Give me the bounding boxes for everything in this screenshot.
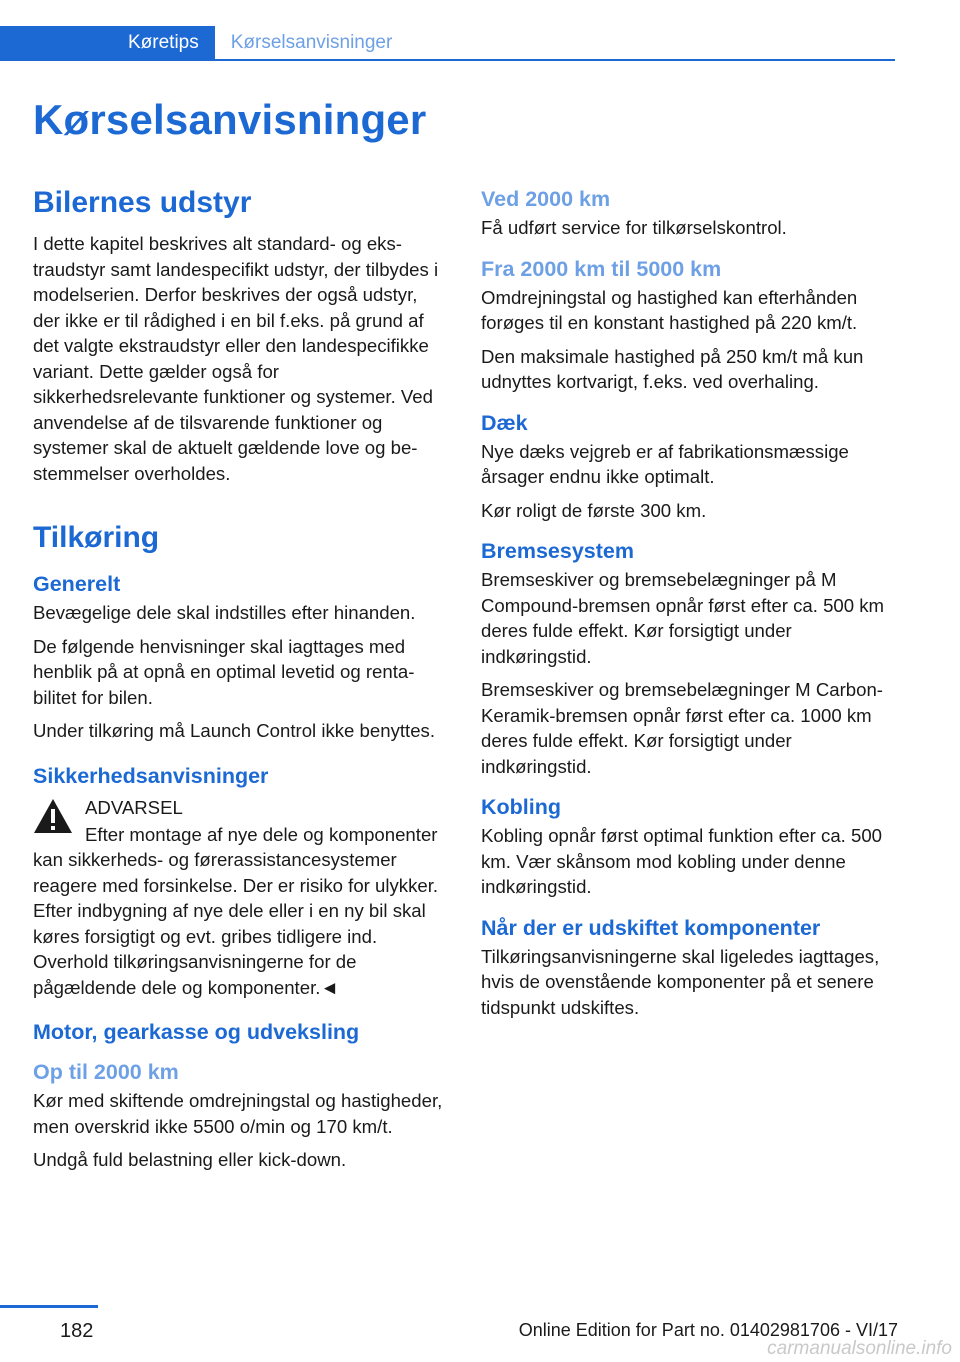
general-p1: Bevægelige dele skal indstilles efter hinanden.: [33, 602, 416, 623]
brakes-p1: Bremseskiver og bremsebelægninger på M Compound-bremsen opnår først efter ca. 500 km deres fulde effekt. Kør forsigtigt under indkøringstid.: [481, 569, 885, 667]
tab-koeretips[interactable]: Køretips: [0, 26, 215, 60]
engine-p2: Undgå fuld belastning eller kick-down.: [33, 1149, 347, 1170]
tyres-heading: Dæk: [481, 410, 528, 435]
warning-text: Efter montage af nye dele og komponenter kan sikkerheds- og førerassistancesystemer reagere med forsinkelse. Der er risiko for ulykker. Efter indbygning af nye dele eller i en ny bil skal køres forsigtigt og evt. gribes tidligere ind. Overhold tilkøringsanvisningerne for de pågældende dele og komponenter.◄: [33, 823, 439, 998]
watermark: carmanualsonline.info: [767, 1338, 952, 1359]
footer-rule: [0, 1305, 98, 1308]
safety-heading: Sikkerhedsanvisninger: [33, 763, 269, 788]
brakes-heading: Bremsesystem: [481, 539, 634, 563]
general-p2: De følgende henvisninger skal iagttages med henblik på at opnå en optimal levetid og rentabilitet for bilen.: [33, 635, 415, 708]
engine-heading: Motor, gearkasse og udveksling: [33, 1020, 360, 1044]
replaced-heading: Når der er udskiftet komponenter: [481, 915, 821, 940]
clutch-heading: Kobling: [481, 795, 562, 819]
upto2000-heading: Op til 2000 km: [33, 1060, 179, 1084]
warning-triangle-icon: [33, 798, 73, 834]
equipment-text: I dette kapitel beskrives alt standard- og ekstraudstyr samt landespecifikt udstyr, der tilbydes i modelserien. Derfor beskrives der også udstyr, der ikke er til rådighed i en bil f.eks. på grund af det valgte ekstraudstyr eller den landespecifikke variant. Dette gælder også for sikkerhedsrelevante funktioner og systemer. Ved anvendelse af de tilsvarende funktioner og systemer skal de aktuelt gældende love og bestemmelser overholdes.: [33, 233, 439, 484]
left-column: [33, 185, 449, 1181]
right-column: [481, 185, 895, 1028]
at2000-heading: Ved 2000 km: [481, 187, 611, 211]
warning-title: ADVARSEL: [85, 796, 183, 818]
tab-koerselsanvisninger[interactable]: Kørselsanvisninger: [230, 32, 393, 53]
header-tabs: [0, 26, 408, 60]
general-p3: Under tilkøring må Launch Control ikke benyttes.: [33, 720, 436, 741]
from2000-p1: Omdrejningstal og hastighed kan efterhånden forøges til en konstant hastighed på 220 km/t.: [481, 286, 858, 333]
breakin-heading: Tilkøring: [33, 521, 160, 554]
replaced-text: Tilkøringsanvisningerne skal ligeledes iagttages, hvis de ovenstående komponenter på et senere tidspunkt udskiftes.: [481, 945, 880, 1018]
header-rule: [0, 59, 895, 61]
from2000-heading: Fra 2000 km til 5000 km: [481, 256, 722, 281]
page-number: 182: [60, 1320, 94, 1342]
general-heading: Generelt: [33, 572, 121, 596]
at2000-text: Få udført service for tilkørselskontrol.: [481, 217, 787, 238]
clutch-text: Kobling opnår først optimal funktion efter ca. 500 km. Vær skånsom mod kobling under denne indkøringstid.: [481, 825, 883, 897]
page-title: Kørselsanvisninger: [33, 96, 427, 143]
from2000-p2: Den maksimale hastighed på 250 km/t må kun udnyttes kortvarigt, f.eks. ved overhaling.: [481, 345, 864, 392]
tyres-p2: Kør roligt de første 300 km.: [481, 499, 707, 521]
warning-block: [33, 794, 449, 1001]
tyres-p1: Nye dæks vejgreb er af fabrikationsmæssige årsager endnu ikke optimalt.: [481, 440, 849, 487]
edition-note: Online Edition for Part no. 01402981706 - VI/17: [518, 1320, 898, 1340]
brakes-p2: Bremseskiver og bremsebelægninger M Carbon-Keramik-bremsen opnår først efter ca. 1000 km deres fulde effekt. Kør forsigtigt under indkøringstid.: [481, 679, 883, 777]
equipment-heading: Bilernes udstyr: [33, 186, 252, 219]
engine-p1: Kør med skiftende omdrejningstal og hastigheder, men overskrid ikke 5500 o/min og 170 km/t.: [33, 1090, 443, 1137]
